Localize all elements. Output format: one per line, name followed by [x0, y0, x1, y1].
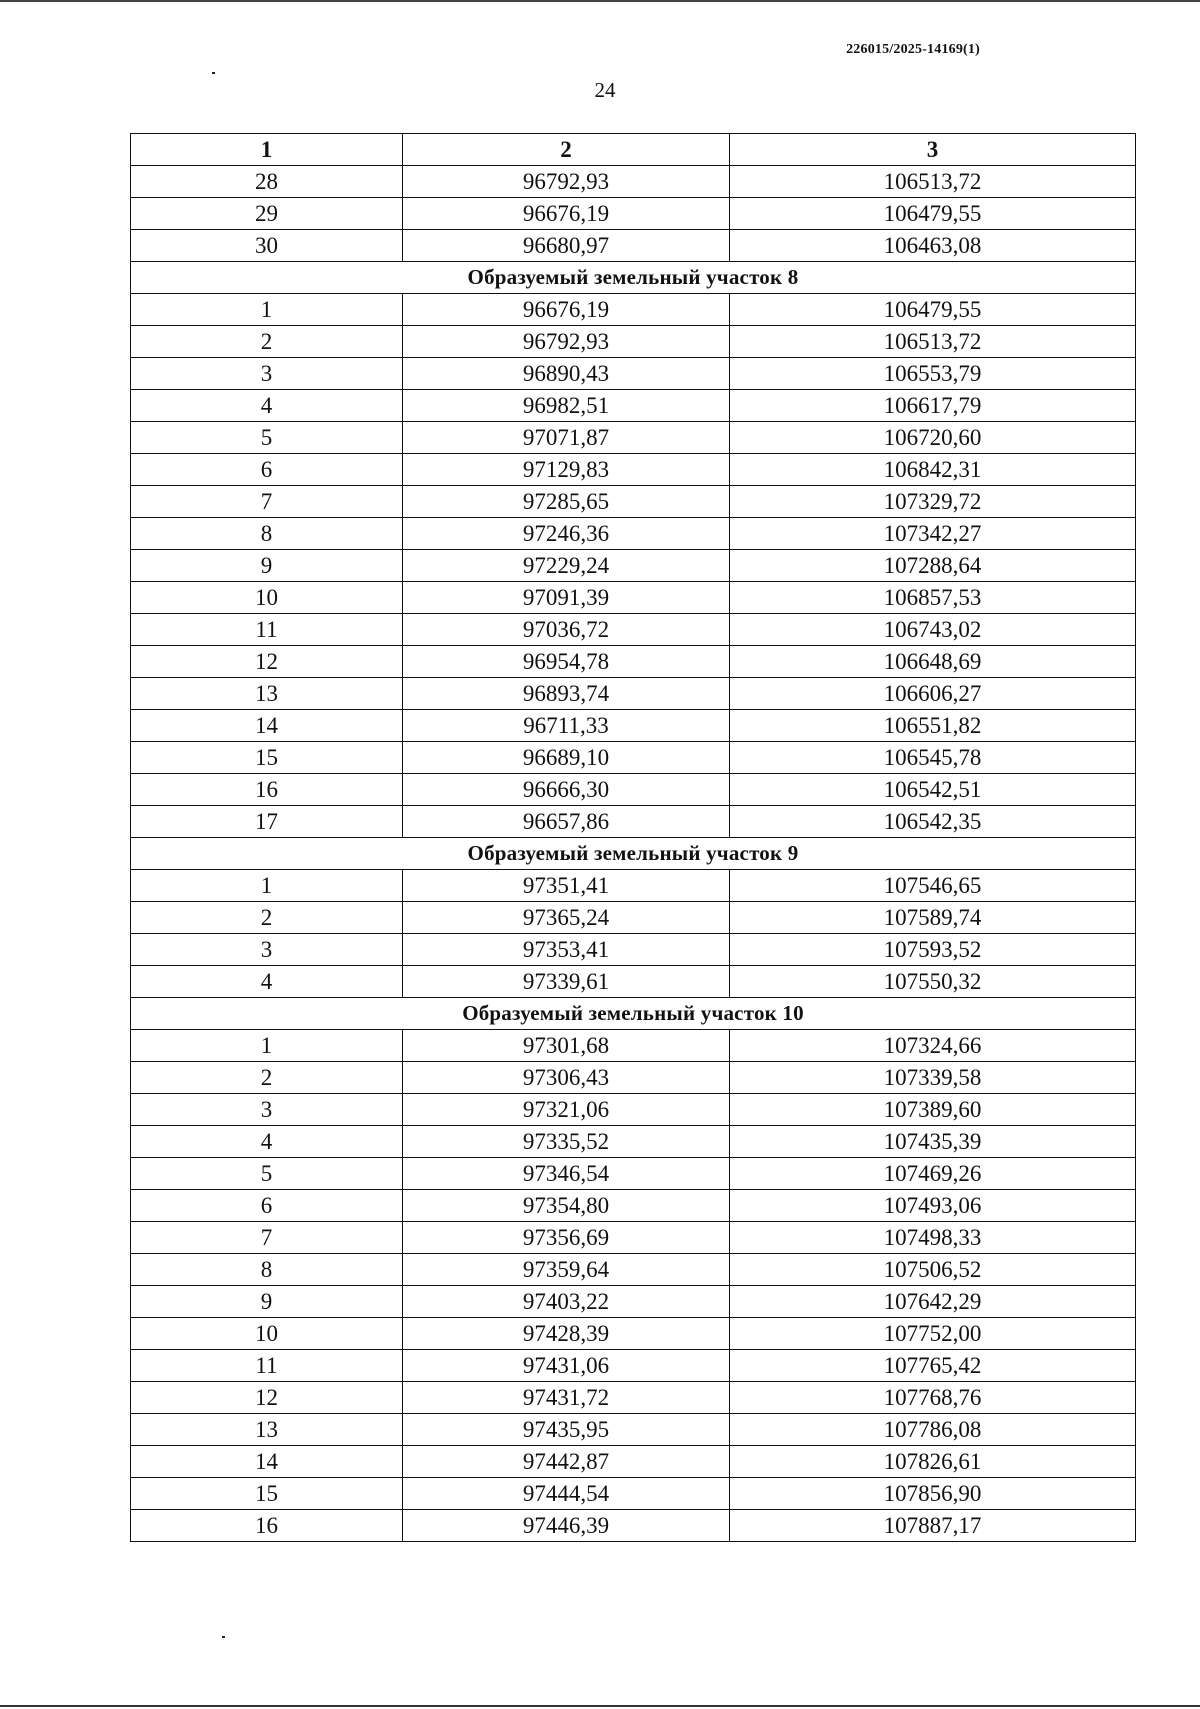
coordinate-y-cell: 106513,72 — [730, 166, 1136, 198]
section-header-row — [131, 998, 1136, 1030]
column-header: 2 — [403, 134, 730, 166]
table-row — [131, 1478, 1136, 1510]
point-number-cell: 6 — [131, 454, 403, 486]
section-header-row — [131, 838, 1136, 870]
coordinate-x-cell: 97351,41 — [403, 870, 730, 902]
table-row — [131, 1062, 1136, 1094]
coordinate-x-cell: 96689,10 — [403, 742, 730, 774]
coordinate-x-cell: 97091,39 — [403, 582, 730, 614]
coordinate-x-cell: 97306,43 — [403, 1062, 730, 1094]
coordinate-x-cell: 97442,87 — [403, 1446, 730, 1478]
table-row — [131, 358, 1136, 390]
coordinate-x-cell: 97129,83 — [403, 454, 730, 486]
table-row — [131, 1030, 1136, 1062]
coordinate-y-cell: 107342,27 — [730, 518, 1136, 550]
table-row — [131, 390, 1136, 422]
column-header: 1 — [131, 134, 403, 166]
point-number-cell: 6 — [131, 1190, 403, 1222]
coordinate-y-cell: 107498,33 — [730, 1222, 1136, 1254]
point-number-cell: 2 — [131, 1062, 403, 1094]
point-number-cell: 30 — [131, 230, 403, 262]
coordinate-x-cell: 96893,74 — [403, 678, 730, 710]
coordinate-x-cell: 97428,39 — [403, 1318, 730, 1350]
coordinate-y-cell: 107329,72 — [730, 486, 1136, 518]
table-row — [131, 486, 1136, 518]
coordinate-x-cell: 97431,72 — [403, 1382, 730, 1414]
coordinate-x-cell: 97359,64 — [403, 1254, 730, 1286]
point-number-cell: 2 — [131, 326, 403, 358]
coordinate-x-cell: 97321,06 — [403, 1094, 730, 1126]
coordinate-x-cell: 96792,93 — [403, 326, 730, 358]
coordinate-y-cell: 107493,06 — [730, 1190, 1136, 1222]
table-row — [131, 966, 1136, 998]
coordinate-y-cell: 106542,35 — [730, 806, 1136, 838]
table-row — [131, 230, 1136, 262]
section-header-row — [131, 262, 1136, 294]
point-number-cell: 4 — [131, 1126, 403, 1158]
bottom-border-line — [0, 1705, 1200, 1707]
point-number-cell: 17 — [131, 806, 403, 838]
coordinate-y-cell: 107593,52 — [730, 934, 1136, 966]
point-number-cell: 13 — [131, 678, 403, 710]
coordinate-x-cell: 96982,51 — [403, 390, 730, 422]
coordinate-y-cell: 107768,76 — [730, 1382, 1136, 1414]
point-number-cell: 10 — [131, 1318, 403, 1350]
point-number-cell: 1 — [131, 294, 403, 326]
table-row — [131, 582, 1136, 614]
point-number-cell: 3 — [131, 1094, 403, 1126]
coordinate-y-cell: 107887,17 — [730, 1510, 1136, 1542]
column-header: 3 — [730, 134, 1136, 166]
coordinate-y-cell: 106551,82 — [730, 710, 1136, 742]
coordinate-x-cell: 96666,30 — [403, 774, 730, 806]
point-number-cell: 12 — [131, 646, 403, 678]
coordinate-x-cell: 96890,43 — [403, 358, 730, 390]
coordinate-y-cell: 107856,90 — [730, 1478, 1136, 1510]
point-number-cell: 1 — [131, 870, 403, 902]
table-row — [131, 422, 1136, 454]
coordinate-x-cell: 97346,54 — [403, 1158, 730, 1190]
coordinate-x-cell: 97246,36 — [403, 518, 730, 550]
coordinate-y-cell: 106857,53 — [730, 582, 1136, 614]
coordinate-y-cell: 106648,69 — [730, 646, 1136, 678]
coordinate-y-cell: 106606,27 — [730, 678, 1136, 710]
coordinate-y-cell: 106479,55 — [730, 198, 1136, 230]
table-row — [131, 1286, 1136, 1318]
coordinate-y-cell: 107752,00 — [730, 1318, 1136, 1350]
scan-speck — [222, 1636, 225, 1638]
point-number-cell: 15 — [131, 1478, 403, 1510]
coordinate-x-cell: 97285,65 — [403, 486, 730, 518]
coordinate-x-cell: 97229,24 — [403, 550, 730, 582]
point-number-cell: 16 — [131, 1510, 403, 1542]
point-number-cell: 14 — [131, 710, 403, 742]
coordinate-x-cell: 97353,41 — [403, 934, 730, 966]
table-row — [131, 1126, 1136, 1158]
coordinate-x-cell: 97365,24 — [403, 902, 730, 934]
coordinate-x-cell: 97356,69 — [403, 1222, 730, 1254]
coordinate-x-cell: 97446,39 — [403, 1510, 730, 1542]
table-row — [131, 614, 1136, 646]
table-row — [131, 774, 1136, 806]
top-border-line — [0, 0, 1200, 2]
point-number-cell: 4 — [131, 966, 403, 998]
section-title: Образуемый земельный участок 8 — [131, 262, 1136, 294]
coordinate-x-cell: 97036,72 — [403, 614, 730, 646]
coordinate-y-cell: 107642,29 — [730, 1286, 1136, 1318]
coordinate-y-cell: 107435,39 — [730, 1126, 1136, 1158]
point-number-cell: 3 — [131, 934, 403, 966]
point-number-cell: 7 — [131, 486, 403, 518]
table-row — [131, 1510, 1136, 1542]
point-number-cell: 14 — [131, 1446, 403, 1478]
table-row — [131, 294, 1136, 326]
coordinate-y-cell: 107546,65 — [730, 870, 1136, 902]
coordinate-x-cell: 97444,54 — [403, 1478, 730, 1510]
coordinate-x-cell: 97354,80 — [403, 1190, 730, 1222]
table-row — [131, 454, 1136, 486]
coordinate-y-cell: 107550,32 — [730, 966, 1136, 998]
table-row — [131, 1190, 1136, 1222]
table-row — [131, 198, 1136, 230]
coordinate-x-cell: 96954,78 — [403, 646, 730, 678]
point-number-cell: 1 — [131, 1030, 403, 1062]
point-number-cell: 5 — [131, 1158, 403, 1190]
coordinate-x-cell: 97403,22 — [403, 1286, 730, 1318]
table-row — [131, 678, 1136, 710]
point-number-cell: 12 — [131, 1382, 403, 1414]
table-row — [131, 902, 1136, 934]
coordinate-y-cell: 106617,79 — [730, 390, 1136, 422]
section-title: Образуемый земельный участок 9 — [131, 838, 1136, 870]
coordinate-y-cell: 106545,78 — [730, 742, 1136, 774]
coordinate-y-cell: 106463,08 — [730, 230, 1136, 262]
scan-speck — [212, 72, 215, 74]
table-row — [131, 1414, 1136, 1446]
coordinate-x-cell: 97301,68 — [403, 1030, 730, 1062]
table-row — [131, 1254, 1136, 1286]
coordinate-y-cell: 106542,51 — [730, 774, 1136, 806]
page-number: 24 — [594, 78, 616, 102]
coordinate-x-cell: 97435,95 — [403, 1414, 730, 1446]
point-number-cell: 3 — [131, 358, 403, 390]
table-row — [131, 646, 1136, 678]
table-row — [131, 806, 1136, 838]
table-row — [131, 1350, 1136, 1382]
point-number-cell: 8 — [131, 1254, 403, 1286]
table-row — [131, 550, 1136, 582]
coordinate-y-cell: 107288,64 — [730, 550, 1136, 582]
table-row — [131, 1382, 1136, 1414]
point-number-cell: 15 — [131, 742, 403, 774]
coordinate-y-cell: 106479,55 — [730, 294, 1136, 326]
coordinate-x-cell: 97335,52 — [403, 1126, 730, 1158]
table-row — [131, 742, 1136, 774]
coordinate-y-cell: 107324,66 — [730, 1030, 1136, 1062]
coordinate-y-cell: 107339,58 — [730, 1062, 1136, 1094]
coordinate-y-cell: 107826,61 — [730, 1446, 1136, 1478]
table-row — [131, 518, 1136, 550]
coordinate-y-cell: 107589,74 — [730, 902, 1136, 934]
table-row — [131, 1446, 1136, 1478]
document-number: 226015/2025-14169(1) — [846, 42, 980, 57]
point-number-cell: 28 — [131, 166, 403, 198]
coordinate-x-cell: 97071,87 — [403, 422, 730, 454]
table-row — [131, 1094, 1136, 1126]
point-number-cell: 8 — [131, 518, 403, 550]
point-number-cell: 16 — [131, 774, 403, 806]
coordinate-y-cell: 107506,52 — [730, 1254, 1136, 1286]
point-number-cell: 13 — [131, 1414, 403, 1446]
table-row — [131, 1318, 1136, 1350]
coordinate-y-cell: 107786,08 — [730, 1414, 1136, 1446]
coordinate-x-cell: 96792,93 — [403, 166, 730, 198]
coordinate-x-cell: 97431,06 — [403, 1350, 730, 1382]
table-body — [131, 166, 1136, 1542]
table-row — [131, 710, 1136, 742]
point-number-cell: 5 — [131, 422, 403, 454]
point-number-cell: 9 — [131, 1286, 403, 1318]
coordinate-y-cell: 106842,31 — [730, 454, 1136, 486]
table-row — [131, 326, 1136, 358]
point-number-cell: 4 — [131, 390, 403, 422]
table-row — [131, 166, 1136, 198]
coordinate-y-cell: 107765,42 — [730, 1350, 1136, 1382]
point-number-cell: 11 — [131, 1350, 403, 1382]
table-row — [131, 1222, 1136, 1254]
coordinates-table — [130, 133, 1136, 1542]
point-number-cell: 9 — [131, 550, 403, 582]
coordinate-y-cell: 106513,72 — [730, 326, 1136, 358]
table-row — [131, 934, 1136, 966]
coordinate-x-cell: 96676,19 — [403, 294, 730, 326]
coordinate-x-cell: 96680,97 — [403, 230, 730, 262]
point-number-cell: 29 — [131, 198, 403, 230]
coordinate-x-cell: 97339,61 — [403, 966, 730, 998]
coordinate-y-cell: 106743,02 — [730, 614, 1136, 646]
coordinate-y-cell: 107469,26 — [730, 1158, 1136, 1190]
table-row — [131, 870, 1136, 902]
point-number-cell: 11 — [131, 614, 403, 646]
coordinate-x-cell: 96711,33 — [403, 710, 730, 742]
table-row — [131, 1158, 1136, 1190]
coordinate-y-cell: 106553,79 — [730, 358, 1136, 390]
coordinate-x-cell: 96657,86 — [403, 806, 730, 838]
table-header-row — [131, 134, 1136, 166]
coordinate-x-cell: 96676,19 — [403, 198, 730, 230]
coordinate-y-cell: 107389,60 — [730, 1094, 1136, 1126]
coordinate-y-cell: 106720,60 — [730, 422, 1136, 454]
point-number-cell: 7 — [131, 1222, 403, 1254]
coordinates-table-container — [130, 133, 1135, 1542]
section-title: Образуемый земельный участок 10 — [131, 998, 1136, 1030]
point-number-cell: 2 — [131, 902, 403, 934]
point-number-cell: 10 — [131, 582, 403, 614]
